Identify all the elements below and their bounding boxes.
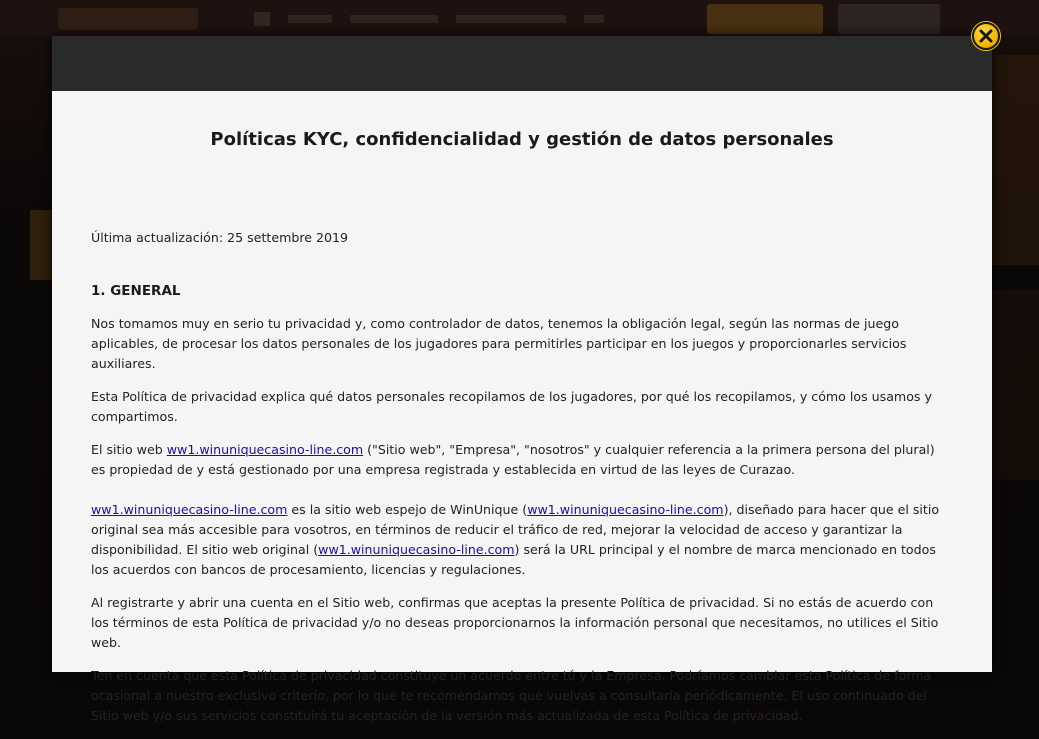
document-content bbox=[91, 228, 951, 739]
modal-header bbox=[52, 36, 992, 91]
background-nav-item bbox=[288, 15, 332, 23]
privacy-policy-modal bbox=[52, 36, 992, 723]
background-side-panel bbox=[992, 55, 1039, 265]
mirror-site-link[interactable]: ww1.winuniquecasino-line.com bbox=[91, 502, 288, 517]
paragraph-text: ) será la URL principal y el nombre de marca mencionado en todos los acuerdos con bancos de procesamiento, licencias y regulaciones. bbox=[91, 542, 936, 577]
paragraph-text: ("Sitio web", "Empresa", "nosotros" y cualquier referencia a la primera persona del plural) es propiedad de y está gestionado por una empresa registrada y establecida en virtud de las leyes de Curazao. bbox=[91, 442, 935, 477]
paragraph-text: es la sitio web espejo de WinUnique ( bbox=[287, 502, 528, 517]
close-button[interactable] bbox=[972, 22, 1000, 50]
background-logo bbox=[58, 8, 198, 30]
background-nav-item bbox=[584, 15, 604, 23]
paragraph: Esta Política de privacidad explica qué datos personales recopilamos de los jugadores, por qué los recopilamos, y cómo los usamos y compartimos. bbox=[91, 389, 932, 424]
modal-body[interactable] bbox=[52, 91, 992, 723]
paragraph-text: ), diseñado para hacer que el sitio original sea más accesible para vosotros, en términos de reducir el tráfico de red, mejorar la velocidad de acceso y garantizar la disponibilidad. El sitio web original ( bbox=[91, 502, 940, 557]
paragraph-text: El sitio web bbox=[91, 442, 167, 457]
website-link[interactable]: ww1.winuniquecasino-line.com bbox=[166, 442, 364, 457]
original-site-link[interactable]: ww1.winuniquecasino-line.com bbox=[318, 542, 515, 557]
paragraph bbox=[91, 500, 951, 580]
background-home-icon bbox=[254, 12, 270, 26]
original-site-link[interactable]: ww1.winuniquecasino-line.com bbox=[527, 502, 724, 517]
paragraph bbox=[91, 440, 951, 480]
paragraph: Al registrarte y abrir una cuenta en el Sitio web, confirmas que aceptas la presente Política de privacidad. Si no estás de acuerdo con los términos de esta Política de privacidad y/o no deseas proporcionarnos la información personal que necesitamos, no utilices el Sitio web. bbox=[91, 595, 939, 650]
paragraph: Nos tomamos muy en serio tu privacidad y, como controlador de datos, tenemos la obligación legal, según las normas de juego aplicables, de procesar los datos personales de los jugadores para permitirles participar en los juegos y proporcionarles servicios auxiliares. bbox=[91, 316, 907, 371]
background-register-button bbox=[707, 4, 823, 34]
background-nav-item bbox=[456, 15, 566, 23]
background-login-button bbox=[838, 4, 940, 34]
last-updated: Última actualización: 25 settembre 2019 bbox=[91, 230, 349, 245]
background-side-panel bbox=[992, 290, 1039, 480]
close-x-icon bbox=[979, 29, 993, 43]
background-side-panel bbox=[30, 210, 52, 280]
background-nav-item bbox=[350, 15, 438, 23]
section-heading: 1. GENERAL bbox=[91, 283, 181, 299]
document-title: Políticas KYC, confidencialidad y gestión de datos personales bbox=[210, 129, 834, 150]
paragraph: Ten en cuenta que esta Política de privacidad constituye un acuerdo entre tú y la Empresa. Podríamos cambiar esta Política de forma ocasional a nuestro exclusivo criterio, por lo que te recomendamos que vuelvas a consultarla periódicamente. El uso continuado del Sitio web y/o sus servicios constituirá tu aceptación de la versión más actualizada de esta Política de privacidad. bbox=[91, 668, 932, 723]
